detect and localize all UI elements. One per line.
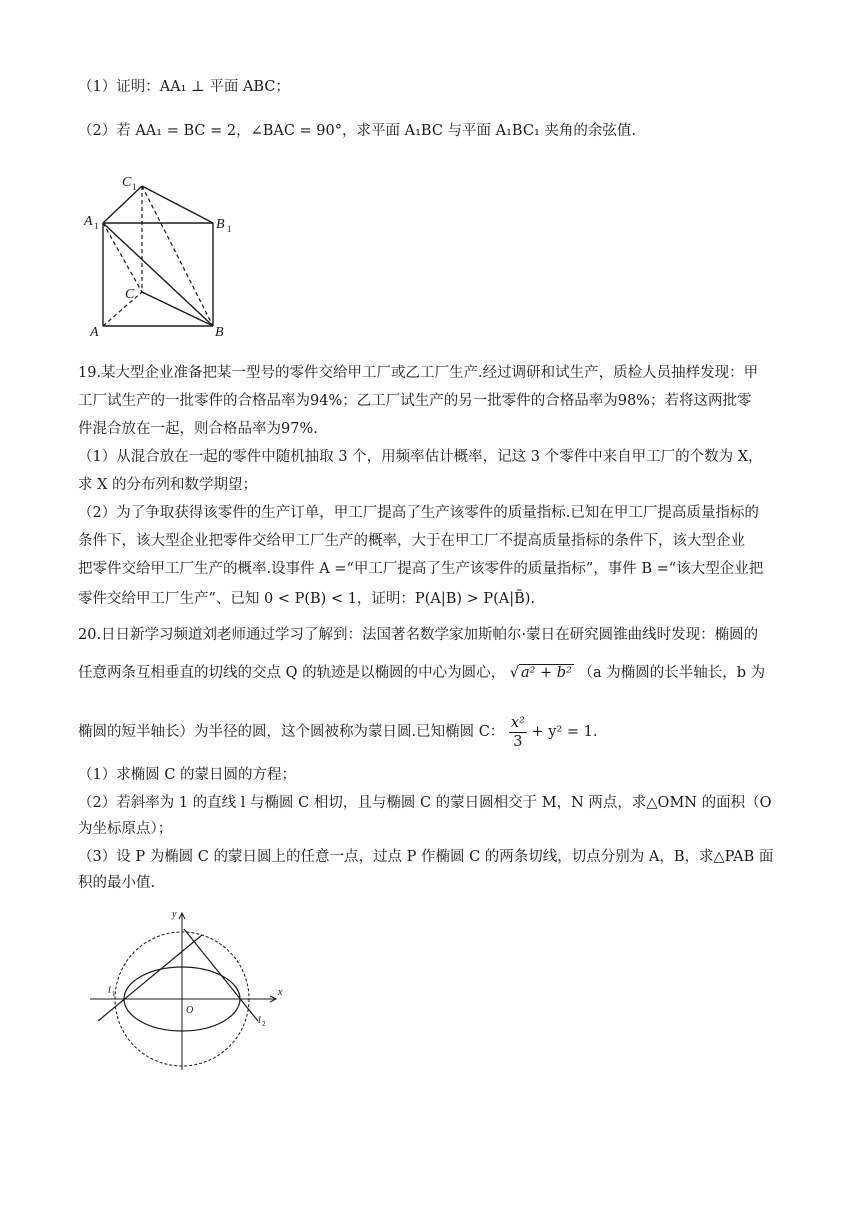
q19-part2-line4: 零件交给甲工厂生产”、已知 0 < P(B) < 1，证明：P(A|B) > P(A|B̄). — [78, 591, 536, 607]
label-b1-sub: 1 — [227, 224, 232, 234]
label-c1: C — [122, 175, 132, 190]
q20-part3-line1: （3）设 P 为椭圆 C 的蒙日圆上的任意一点，过点 P 作椭圆 C 的两条切线，切点分别为 A，B，求△PAB 面 — [78, 849, 774, 865]
label-a1: A — [84, 214, 93, 229]
ellipse-diagram — [86, 905, 286, 1075]
ellipse-figure — [86, 905, 286, 1075]
q19-line2: 工厂试生产的一批零件的合格品率为94%；乙工厂试生产的另一批零件的合格品率为98%；若将这两批零 — [78, 393, 752, 409]
q20-part2-line1: （2）若斜率为 1 的直线 l 与椭圆 C 相切，且与椭圆 C 的蒙日圆相交于 M，N 两点，求△OMN 的面积（O — [78, 795, 772, 811]
line-label-l1: l — [108, 985, 111, 996]
axis-label-y: y — [172, 909, 177, 920]
sqrt-radicand: a² + b² — [520, 665, 572, 681]
q19-part2-line2: 条件下，该大型企业把零件交给甲工厂生产的概率，大于在甲工厂不提高质量指标的条件下，该大型企业 — [78, 533, 745, 549]
label-a: A — [90, 325, 99, 340]
prism-diagram — [80, 168, 240, 344]
q19-line1: 19.某大型企业准备把某一型号的零件交给甲工厂或乙工厂生产.经过调研和试生产，质检人员抽样发现：甲 — [78, 365, 759, 381]
q18-part1: （1）证明：AA₁ ⊥ 平面 ABC； — [78, 79, 290, 95]
label-c: C — [125, 287, 135, 302]
q20-line2-text-a: 任意两条互相垂直的切线的交点 Q 的轨迹是以椭圆的中心为圆心， — [78, 665, 506, 681]
q19-part1-line2: 求 X 的分布列和数学期望； — [78, 477, 258, 493]
q20-line1: 20.日日新学习频道刘老师通过学习了解到：法国著名数学家加斯帕尔·蒙日在研究圆锥曲线时发现：椭圆的 — [78, 627, 759, 643]
q20-part3-line2: 积的最小值. — [78, 875, 156, 891]
q20-part1: （1）求椭圆 C 的蒙日圆的方程； — [78, 767, 297, 783]
q19-line3: 件混合放在一起，则合格品率为97%. — [78, 421, 318, 437]
label-b: B — [215, 325, 224, 340]
origin-label: O — [186, 1005, 194, 1016]
sqrt-expression: √ a² + b² — [509, 665, 572, 681]
fraction-denominator: 3 — [513, 733, 523, 750]
q20-line3-text-a: 椭圆的短半轴长）为半径的圆，这个圆被称为蒙日圆.已知椭圆 C： — [78, 724, 505, 740]
q19-part2-line1: （2）为了争取获得该零件的生产订单，甲工厂提高了生产该零件的质量指标.已知在甲工厂提高质量指标的 — [78, 505, 759, 521]
q18-part2: （2）若 AA₁ = BC = 2，∠BAC = 90°，求平面 A₁BC 与平面 A₁BC₁ 夹角的余弦值. — [78, 123, 636, 139]
label-b1: B — [216, 217, 225, 232]
label-a1-sub: 1 — [94, 221, 99, 231]
line-label-l2: l — [258, 1015, 261, 1026]
q19-part1-line1: （1）从混合放在一起的零件中随机抽取 3 个，用频率估计概率，记这 3 个零件中来自甲工厂的个数为 X， — [78, 449, 763, 465]
q20-line3 — [78, 712, 784, 752]
line-label-l2-sub: 2 — [262, 1020, 266, 1028]
fraction-x2-over-3 — [509, 714, 527, 751]
q19-part2-line3: 把零件交给甲工厂生产的概率.设事件 A =“甲工厂提高了生产该零件的质量指标”，事件 B =“该大型企业把 — [78, 561, 764, 577]
q20-line3-text-b: + y² = 1. — [531, 724, 598, 740]
label-c1-sub: 1 — [132, 182, 137, 192]
q20-line2 — [78, 662, 784, 684]
prism-figure — [80, 168, 240, 344]
line-label-l1-sub: 1 — [112, 990, 116, 998]
axis-label-x: x — [278, 987, 283, 998]
fraction-numerator: x² — [510, 714, 525, 731]
q20-line2-text-b: （a 为椭圆的长半轴长，b 为 — [578, 665, 766, 681]
q20-part2-line2: 为坐标原点）； — [78, 821, 173, 837]
